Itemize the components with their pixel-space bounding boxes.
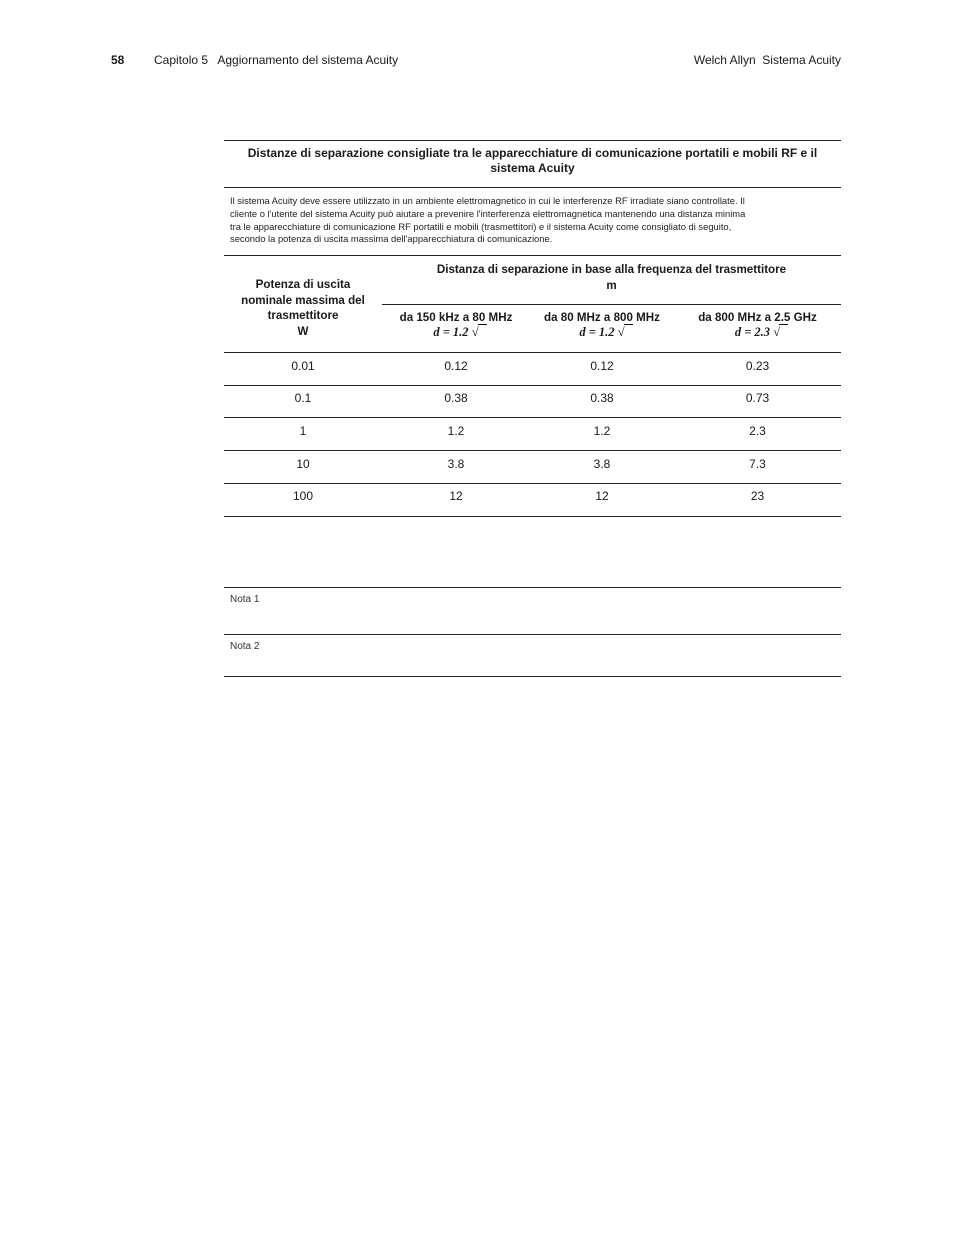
table-title-line: Distanze di separazione consigliate tra le apparecchiature di comunicazione portatili e mobili RF e il — [247, 146, 818, 160]
table-cell: 0.23 — [745, 359, 770, 373]
table-cell: 7.3 — [749, 457, 766, 471]
intro-line: Il sistema Acuity deve essere utilizzato in un ambiente elettromagnetico in cui le interferenze RF irradiate siano controllate. Il — [230, 195, 745, 206]
divider — [224, 187, 841, 188]
divider — [224, 634, 841, 635]
table-cell: 10 — [296, 457, 310, 471]
note-label: Nota 2 — [230, 641, 260, 652]
header-line: m — [606, 278, 617, 292]
table-cell: 1 — [299, 424, 307, 438]
header-subrule — [382, 304, 841, 305]
intro-line: cliente o l'utente del sistema Acuity può aiutare a prevenire l'interferenza elettromagnetica mantenendo una distanza minima — [230, 207, 746, 219]
table-cell: 0.73 — [745, 391, 770, 405]
band-formula: d = 2.3 — [734, 325, 771, 339]
band-header-800mhz-2-5ghz — [674, 310, 841, 340]
table-cell: 1.2 — [593, 424, 611, 438]
header-line: Distanza di separazione in base alla frequenza del trasmettitore — [436, 263, 787, 276]
sqrt-symbol: √ — [617, 325, 625, 339]
note-label: Nota 1 — [230, 594, 260, 605]
divider — [224, 385, 841, 386]
band-formula: d = 1.2 — [579, 325, 615, 339]
table-bottom-rule — [224, 516, 841, 517]
header-line: nominale massima del — [241, 293, 365, 307]
table-cell: 0.12 — [444, 359, 468, 373]
table-cell: 2.3 — [749, 424, 766, 438]
divider — [224, 450, 841, 451]
page-number: 58 — [111, 53, 125, 67]
page-header — [0, 53, 954, 69]
divider — [224, 417, 841, 418]
intro-paragraph — [230, 195, 836, 246]
chapter-title: Capitolo 5 Aggiornamento del sistema Acuity — [154, 53, 399, 67]
intro-line: secondo la potenza di uscita massima dell'apparecchiatura di comunicazione. — [230, 233, 553, 245]
table-cell: 12 — [449, 489, 463, 503]
table-cell: 3.8 — [447, 457, 465, 471]
intro-line: tra le apparecchiature di comunicazione RF portatili e mobili (trasmettitori) e il sistema Acuity come consigliato di seguito, — [230, 220, 732, 232]
band-header-80mhz-800mhz — [530, 310, 674, 340]
divider — [224, 483, 841, 484]
table-cell: 0.12 — [590, 359, 614, 373]
table-cell: 0.1 — [294, 391, 312, 405]
table-cell: 0.01 — [291, 359, 315, 373]
header-line: trasmettitore — [267, 309, 339, 323]
divider — [224, 352, 841, 353]
divider — [224, 255, 841, 256]
table-cell: 0.38 — [590, 391, 614, 405]
table-cell: 3.8 — [593, 457, 611, 471]
table-top-rule — [224, 140, 841, 141]
table-cell: 100 — [292, 489, 314, 503]
table-title-line: sistema Acuity — [490, 161, 575, 175]
table-cell: 12 — [595, 489, 609, 503]
band-formula: d = 1.2 — [433, 325, 469, 339]
table-title — [224, 146, 841, 176]
band-label: da 800 MHz a 2.5 GHz — [698, 311, 817, 324]
band-label: da 150 kHz a 80 MHz — [399, 311, 513, 324]
table-cell: 23 — [750, 489, 765, 503]
sqrt-symbol: √ — [773, 325, 781, 339]
table-cell: 1.2 — [447, 424, 465, 438]
notes-top-rule — [224, 587, 841, 588]
band-header-150khz-80mhz — [382, 310, 530, 340]
band-label: da 80 MHz a 800 MHz — [544, 311, 660, 324]
header-line: W — [297, 324, 309, 338]
product-title: Welch Allyn Sistema Acuity — [693, 53, 841, 67]
power-column-header — [224, 277, 382, 339]
distance-column-header — [382, 262, 841, 293]
notes-bottom-rule — [224, 676, 841, 677]
sqrt-symbol: √ — [471, 325, 479, 339]
header-line: Potenza di uscita — [255, 278, 351, 291]
table-cell: 0.38 — [444, 391, 468, 405]
